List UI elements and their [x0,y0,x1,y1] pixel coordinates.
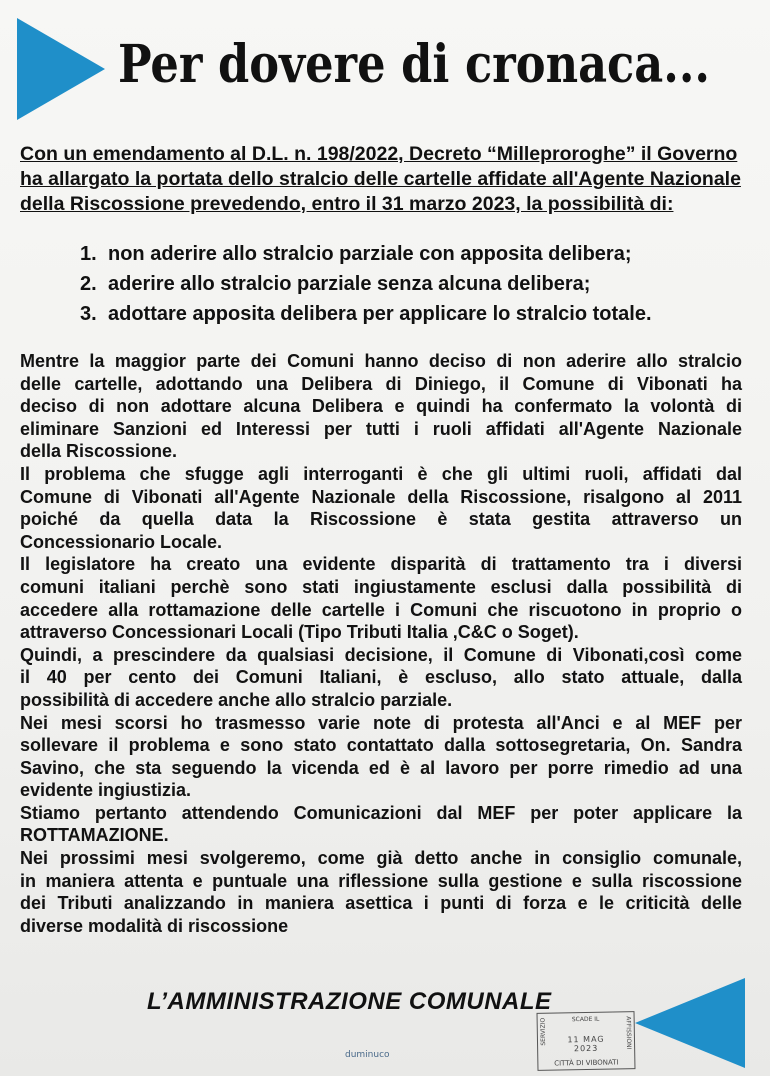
signature: L’AMMINISTRAZIONE COMUNALE [147,988,552,1015]
body-line: della Riscossione. [20,441,178,462]
option-text: adottare apposita delibera per applicare lo stralcio totale. [108,303,652,325]
option-item [80,239,750,269]
stamp-bottom: CITTÀ DI VIBONATI [554,1058,619,1068]
body-line: Mentre la maggior parte dei Comuni hanno deciso di non aderire allo stralcio [20,351,742,371]
body-line: ROTTAMAZIONE. [20,825,169,846]
body-line: poiché da quella data la Riscossione è stata gestita attraverso un [20,509,742,530]
body-line: deciso di non adottare alcuna Delibera e quindi ha confermato la volontà di [20,396,742,417]
body-line: attraverso Concessionari Locali (Tipo Tributi Italia ,C&C o Soget). [20,622,579,643]
options-list [80,239,750,329]
body-line: evidente ingiustizia. [20,780,192,801]
intro-line: della Riscossione prevedendo, entro il 31 marzo 2023, la possibilità di: [20,193,674,215]
option-number: 3. [80,303,97,325]
stamp-side-right: AFFISSIONI [624,1016,633,1050]
printer-mark: duminuco [345,1050,390,1060]
body-line: delle cartelle, adottando una Delibera di Diniego, il Comune di Vibonati ha [20,373,742,394]
body-line: Il problema che sfugge agli interroganti è che gli ultimi ruoli, affidati dal [20,463,742,484]
body-line: dei Tributi analizzando in maniera asettica i punti di forza e le criticità delle [20,893,742,914]
body-line: Quindi, a prescindere da qualsiasi decisione, il Comune di Vibonati,così come [20,644,742,665]
triangle-marker-icon [17,18,105,120]
body-line: diverse modalità di riscossione [20,915,289,936]
body-line: Comune di Vibonati all'Agente Nazionale della Riscossione, risalgono al 2011 [20,486,742,507]
intro-line: ha allargato la portata dello stralcio delle cartelle affidate all'Agente Nazionale [20,168,741,190]
body-line: in maniera attenta e puntuale una riflessione sulla gestione e sulla riscossione [20,870,742,891]
option-text: non aderire allo stralcio parziale con apposita delibera; [108,243,632,265]
body-line: Nei mesi scorsi ho trasmesso varie note di protesta all'Anci e al MEF per [20,712,742,733]
stamp-top: SCADE IL [571,1015,600,1024]
option-item [80,299,750,329]
option-number: 1. [80,243,97,265]
body-line: eliminare Sanzioni ed Interessi per tutti i ruoli affidati all'Agente Nazionale [20,418,742,439]
page-title: Per dovere di cronaca... [118,34,710,95]
body-line: comuni italiani perchè sono stati ingiustamente esclusi dalla possibilità di [20,576,742,597]
option-text: aderire allo stralcio parziale senza alcuna delibera; [108,273,591,295]
body-line: Nei prossimi mesi svolgeremo, come già detto anche in consiglio comunale, [20,848,742,869]
body-text [20,350,742,937]
intro-paragraph [20,142,760,217]
posting-stamp [537,1011,636,1071]
option-number: 2. [80,273,97,295]
body-line: il 40 per cento dei Comuni Italiani, è escluso, allo stato attuale, dalla [20,667,742,688]
stamp-side-left: SERVIZIO [539,1017,548,1046]
option-item [80,269,750,299]
body-line: Stiamo pertanto attendendo Comunicazioni dal MEF per poter applicare la [20,802,742,823]
stamp-date: 11 MAG 2023 [567,1034,605,1054]
body-line: Concessionario Locale. [20,531,223,552]
body-line: Il legislatore ha creato una evidente disparità di trattamento tra i diversi [20,554,742,575]
body-line: sollevare il problema e sono stato contattato dalla sottosegretaria, On. Sandra [20,735,742,756]
triangle-marker-icon [635,978,745,1068]
intro-line: Con un emendamento al D.L. n. 198/2022, Decreto “Milleproroghe” il Governo [20,143,738,165]
body-line: accedere alla rottamazione delle cartelle i Comuni che riscuotono in proprio o [20,599,742,620]
body-line: Savino, che sta seguendo la vicenda ed è al lavoro per porre rimedio ad una [20,757,742,778]
body-line: possibilità di accedere anche allo stralcio parziale. [20,689,453,710]
